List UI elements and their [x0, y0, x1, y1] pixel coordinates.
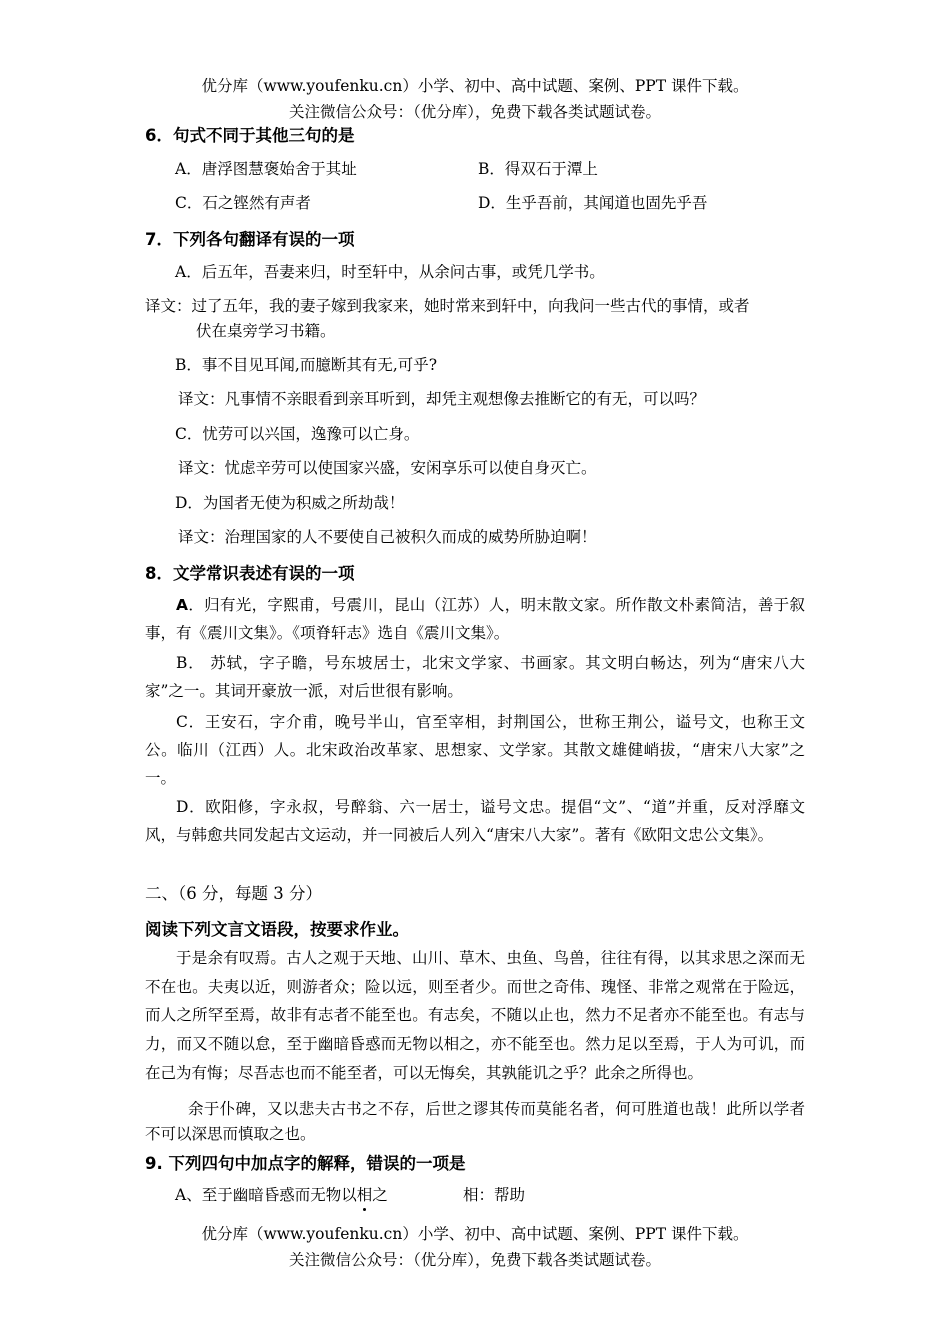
question-6-option-a: A．唐浮图慧褒始舍于其址 — [175, 160, 357, 178]
dotted-character: 相 — [357, 1183, 373, 1205]
question-7-title: 7．下列各句翻译有误的一项 — [145, 230, 355, 249]
question-8-option-a-label: A — [176, 596, 188, 614]
question-6-option-b: B．得双石于潭上 — [478, 160, 598, 178]
question-9-option-a-text: A、至于幽暗昏惑而无物以 — [175, 1186, 357, 1204]
section-2-instruction: 阅读下列文言文语段，按要求作业。 — [145, 920, 409, 939]
reading-passage-paragraph-2: 余于仆碑，又以悲夫古书之不存，后世之谬其传而莫能名者，何可胜道也哉！此所以学者不可以深思而慎取之也。 — [145, 1100, 805, 1143]
question-7-option-c: C．忧劳可以兴国，逸豫可以亡身。 — [175, 425, 420, 443]
question-9-option-a-tail: 之 — [372, 1186, 388, 1204]
question-6-option-d: D．生乎吾前，其闻道也固先乎吾 — [478, 194, 708, 212]
question-9-title: 9. 下列四句中加点字的解释，错误的一项是 — [145, 1154, 466, 1173]
question-8-option-d: D．欧阳修，字永叔，号醉翁、六一居士，谥号文忠。提倡“文”、“道”并重，反对浮靡文风，与韩愈共同发起古文运动，并一同被后人列入“唐宋八大家”。著有《欧阳文忠公文集》。 — [145, 798, 805, 844]
question-8-option-a — [145, 591, 805, 647]
question-7-option-c-translation: 译文：忧虑辛劳可以使国家兴盛，安闲享乐可以使自身灭亡。 — [178, 459, 597, 477]
question-8-title: 8．文学常识表述有误的一项 — [145, 564, 355, 583]
footer-line-1: 优分库（www.youfenku.cn）小学、初中、高中试题、案例、PPT 课件下载。 — [201, 1225, 749, 1243]
question-7-option-a: A．后五年，吾妻来归，时至轩中，从余问古事，或凭几学书。 — [175, 263, 605, 281]
header-line-2: 关注微信公众号：（优分库），免费下载各类试题试卷。 — [288, 103, 661, 121]
question-7-option-a-translation: 译文：过了五年，我的妻子嫁到我家来，她时常来到轩中，向我问一些古代的事情，或者 — [145, 297, 750, 315]
section-2-heading: 二、（6 分，每题 3 分） — [145, 884, 322, 903]
question-7-option-b: B．事不目见耳闻,而臆断其有无,可乎? — [175, 356, 438, 374]
reading-passage-paragraph-1: 于是余有叹焉。古人之观于天地、山川、草木、虫鱼、鸟兽，往往有得，以其求思之深而无不在也。夫夷以近，则游者众；险以远，则至者少。而世之奇伟、瑰怪、非常之观常在于险远，而人之所罕至焉，故非有志者不能至也。有志矣，不随以止也，然力不足者亦不能至也。有志与力，而又不随以怠，至于幽暗昏惑而无物以相之，亦不能至也。然力足以至焉，于人为可讥，而在己为有悔；尽吾志也而不能至者，可以无悔矣，其孰能讥之乎？此余之所得也。 — [145, 949, 805, 1082]
question-7-option-b-translation: 译文：凡事情不亲眼看到亲耳听到，却凭主观想像去推断它的有无，可以吗？ — [178, 390, 706, 408]
question-7-option-d-translation: 译文：治理国家的人不要使自己被积久而成的威势所胁迫啊！ — [178, 528, 597, 546]
question-8-option-c: C．王安石，字介甫，晚号半山，官至宰相，封荆国公，世称王荆公，谥号文，也称王文公。临川（江西）人。北宋政治改革家、思想家、文学家。其散文雄健峭拔，“唐宋八大家”之一。 — [145, 713, 805, 787]
question-8-option-a-text: ．归有光，字熙甫，号震川，昆山（江苏）人，明末散文家。所作散文朴素简洁，善于叙事，有《震川文集》。《项脊轩志》选自《震川文集》。 — [145, 596, 805, 642]
question-7-option-d: D．为国者无使为积威之所劫哉！ — [175, 494, 405, 512]
header-line-1: 优分库（www.youfenku.cn）小学、初中、高中试题、案例、PPT 课件下载。 — [201, 77, 749, 95]
question-8-option-b: B． 苏轼，字子瞻，号东坡居士，北宋文学家、书画家。其文明白畅达，列为“唐宋八大家”之一。其词开豪放一派，对后世很有影响。 — [145, 654, 805, 700]
question-9-option-a — [175, 1183, 388, 1205]
footer-line-2: 关注微信公众号：（优分库），免费下载各类试题试卷。 — [288, 1251, 661, 1269]
question-6-title: 6．句式不同于其他三句的是 — [145, 126, 355, 145]
question-7-option-a-translation-cont: 伏在桌旁学习书籍。 — [196, 322, 336, 340]
question-9-option-a-gloss: 相：帮助 — [463, 1186, 526, 1204]
question-6-option-c: C．石之铿然有声者 — [175, 194, 311, 212]
